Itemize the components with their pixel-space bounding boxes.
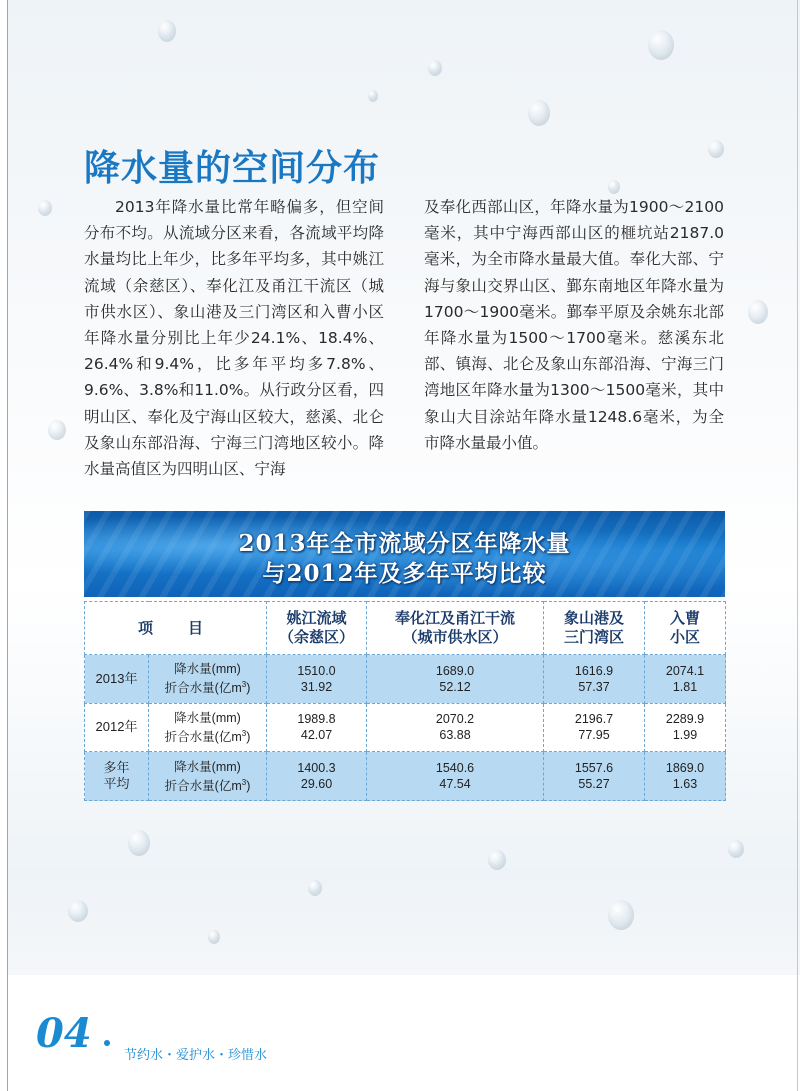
cell-rucao: 2289.9 1.99 (645, 703, 726, 752)
water-drop (208, 930, 220, 944)
cell-yaojiang: 1510.0 31.92 (267, 655, 367, 704)
table-row (85, 655, 726, 704)
cell-fenghua: 2070.2 63.88 (367, 703, 544, 752)
header-fenghua: 奉化江及甬江干流 （城市供水区） (367, 602, 544, 655)
footer-slogan: 节约水・爱护水・珍惜水 (124, 1048, 268, 1063)
water-drop (308, 880, 322, 896)
row-metrics: 降水量(mm) 折合水量(亿$m^3$) (149, 752, 267, 801)
row-metrics: 降水量(mm) 折合水量(亿$m^3$) (149, 703, 267, 752)
header-yaojiang: 姚江流域 （余慈区） (267, 602, 367, 655)
table-header-row (85, 602, 726, 655)
cell-xiangshan: 1557.6 55.27 (544, 752, 645, 801)
page-number: 04 (36, 1010, 92, 1057)
water-drop (428, 60, 442, 76)
header-xiangshan: 象山港及 三门湾区 (544, 602, 645, 655)
table-title-banner (84, 511, 725, 597)
water-drop (488, 850, 506, 870)
row-year: 2013年 (85, 655, 149, 704)
cell-yaojiang: 1400.3 29.60 (267, 752, 367, 801)
cell-fenghua: 1540.6 47.54 (367, 752, 544, 801)
water-drop (648, 30, 674, 60)
table-title-line2: 与2012年及多年平均比较 (262, 560, 547, 587)
row-year: 2012年 (85, 703, 149, 752)
water-drop (68, 900, 88, 922)
body-column-left (84, 194, 384, 482)
water-drop (38, 200, 52, 216)
water-drop (728, 840, 744, 858)
water-drop (128, 830, 150, 856)
right-margin-rule (797, 0, 798, 1091)
cell-fenghua: 1689.0 52.12 (367, 655, 544, 704)
cell-rucao: 1869.0 1.63 (645, 752, 726, 801)
water-drop (368, 90, 378, 102)
water-drop (708, 140, 724, 158)
body-paragraph-left: 2013年降水量比常年略偏多，但空间分布不均。从流域分区来看，各流域平均降水量均比上年少，比多年平均多，其中姚江流域（余慈区）、奉化江及甬江干流区（城市供水区）、象山港及三门湾区和入曹小区年降水量分别比上年少24.1%、18.4%、26.4%和9.4%，比多年平均多7.8%、9.6%、3.8%和11.0%。从行政分区看，四明山区、奉化及宁海山区较大，慈溪、北仑及象山东部沿海、宁海三门湾地区较小。降水量高值区为四明山区、宁海 (84, 198, 384, 479)
footer-dot (104, 1040, 110, 1046)
row-year: 多年 平均 (85, 752, 149, 801)
header-rucao: 入曹 小区 (645, 602, 726, 655)
cell-rucao: 2074.1 1.81 (645, 655, 726, 704)
data-table (84, 601, 726, 801)
table-row (85, 703, 726, 752)
cell-yaojiang: 1989.8 42.07 (267, 703, 367, 752)
water-drop (608, 180, 620, 194)
table-title-line1: 2013年全市流域分区年降水量 (238, 530, 571, 557)
water-drop (158, 20, 176, 42)
row-metrics: 降水量(mm) 折合水量(亿$m^3$) (149, 655, 267, 704)
body-column-right (424, 194, 724, 456)
body-paragraph-right: 及奉化西部山区，年降水量为1900～2100毫米，其中宁海西部山区的榧坑站2187.0毫米，为全市降水量最大值。奉化大部、宁海与象山交界山区、鄞东南地区年降水量为1700～1900毫米。鄞奉平原及余姚东北部年降水量为1500～1700毫米。慈溪东北部、镇海、北仑及象山东部沿海、宁海三门湾地区年降水量为1300～1500毫米，其中象山大目涂站年降水量1248.6毫米，为全市降水量最小值。 (424, 198, 724, 452)
rainfall-comparison-table (84, 511, 725, 802)
water-drop (748, 300, 768, 324)
section-title: 降水量的空间分布 (84, 148, 381, 189)
water-drop (48, 420, 66, 440)
water-drop (528, 100, 550, 126)
left-margin-rule (7, 0, 8, 1091)
header-item: 项 目 (85, 602, 267, 655)
table-row (85, 752, 726, 801)
cell-xiangshan: 1616.9 57.37 (544, 655, 645, 704)
cell-xiangshan: 2196.7 77.95 (544, 703, 645, 752)
water-drop (608, 900, 634, 930)
